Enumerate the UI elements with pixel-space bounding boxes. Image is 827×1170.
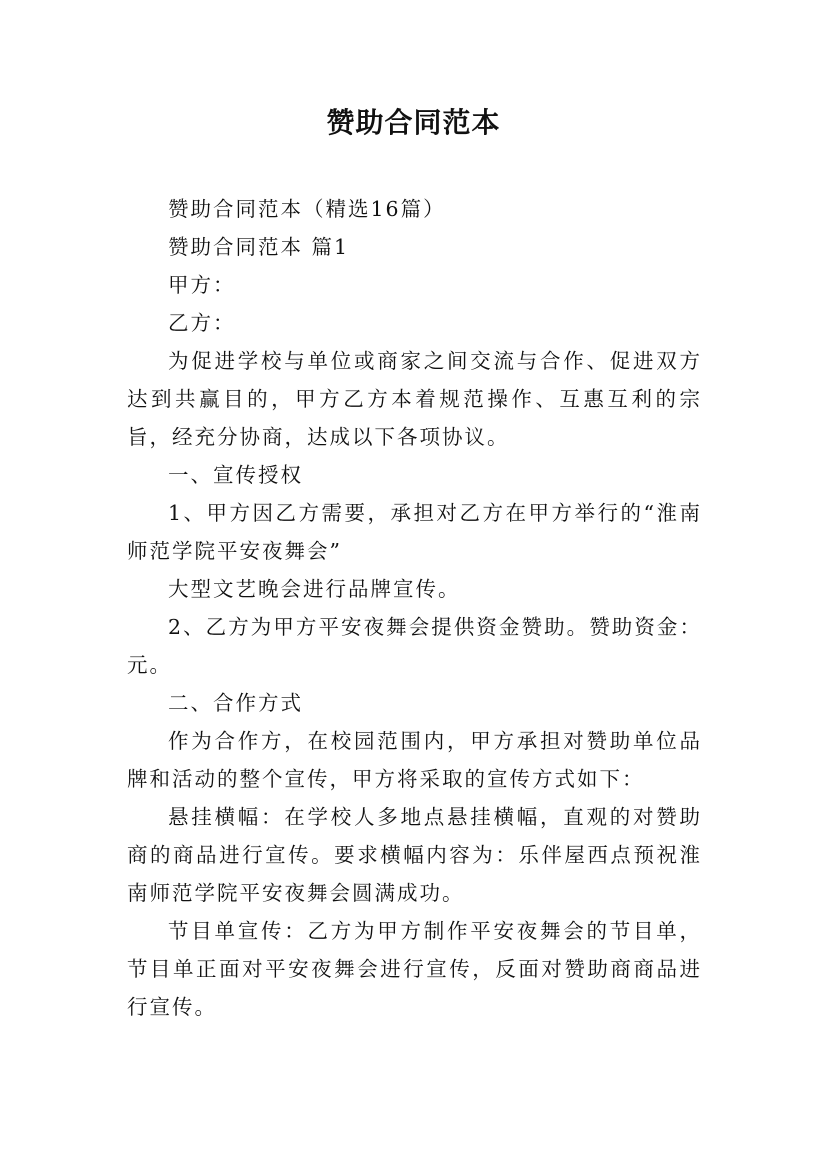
paragraph-cooperation-intro: 作为合作方，在校园范围内，甲方承担对赞助单位品牌和活动的整个宣传，甲方将采取的宣传方式如下：: [127, 729, 702, 791]
paragraph-section-heading: 赞助合同范本 篇1: [168, 235, 350, 259]
paragraph-banner: 悬挂横幅：在学校人多地点悬挂横幅，直观的对赞助商的商品进行宣传。要求横幅内容为：乐伴屋西点预祝淮南师范学院平安夜舞会圆满成功。: [127, 805, 702, 905]
paragraph-party-b: 乙方：: [168, 311, 236, 335]
paragraph-party-a: 甲方：: [168, 273, 236, 297]
paragraph-clause-1: 1、甲方因乙方需要，承担对乙方在甲方举行的“淮南师范学院平安夜舞会”: [127, 501, 702, 563]
paragraph-subtitle: 赞助合同范本（精选16篇）: [168, 197, 446, 221]
document-title: 赞助合同范本: [326, 106, 501, 139]
paragraph-preamble: 为促进学校与单位或商家之间交流与合作、促进双方达到共赢目的，甲方乙方本着规范操作、互惠互利的宗旨，经充分协商，达成以下各项协议。: [127, 349, 702, 449]
paragraph-heading-authorization: 一、宣传授权: [168, 463, 303, 487]
paragraph-program: 节目单宣传：乙方为甲方制作平安夜舞会的节目单，节目单正面对平安夜舞会进行宣传，反面对赞助商商品进行宣传。: [127, 919, 702, 1019]
paragraph-heading-cooperation: 二、合作方式: [168, 691, 303, 715]
document-body: [127, 190, 702, 1026]
paragraph-clause-1-continued: 大型文艺晚会进行品牌宣传。: [168, 577, 461, 601]
paragraph-clause-2: 2、乙方为甲方平安夜舞会提供资金赞助。赞助资金：元。: [127, 615, 702, 677]
